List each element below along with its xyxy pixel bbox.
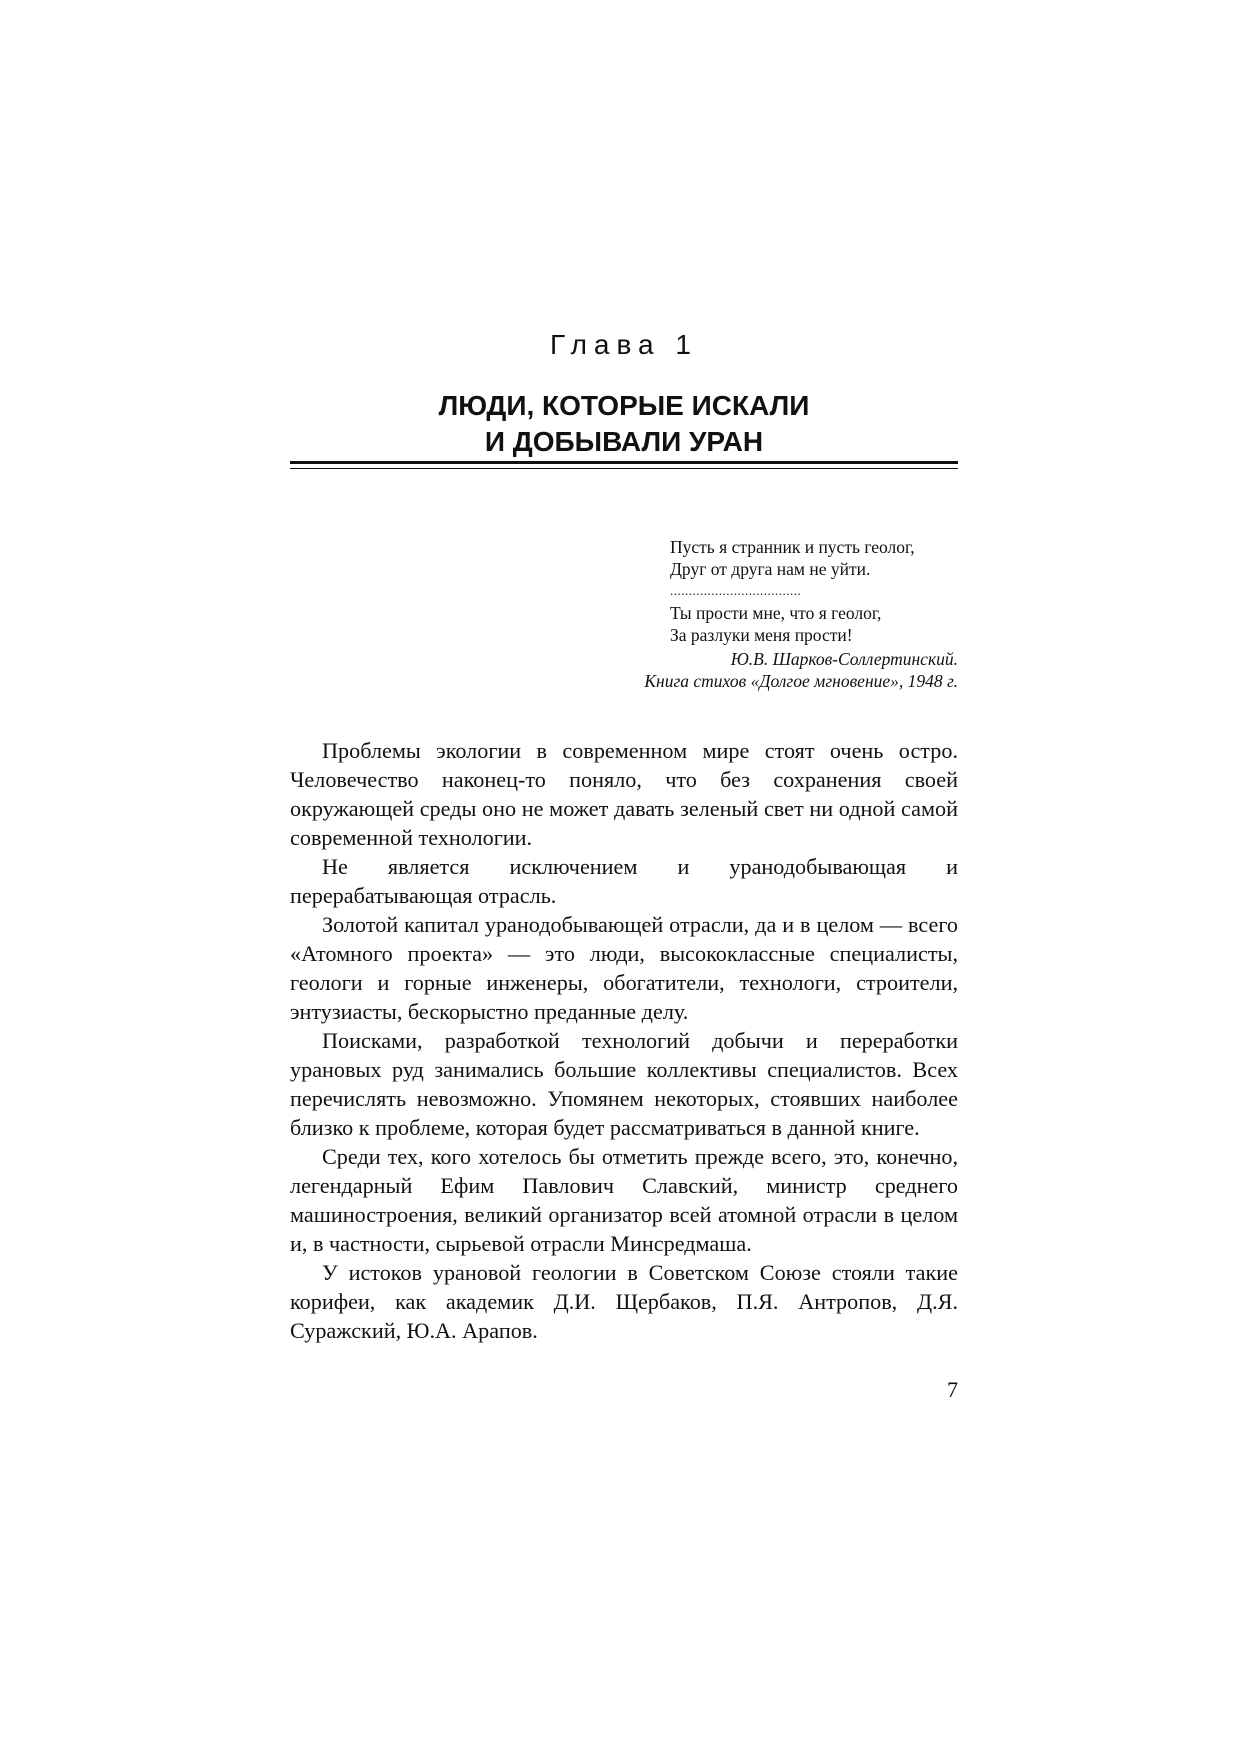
paragraph: Не является исключением и уранодобывающая и перерабатывающая отрасль. [290, 854, 958, 908]
title-divider-thin [290, 468, 958, 469]
paragraph: У истоков урановой геологии в Советском Союзе стояли такие корифеи, как академик Д.И. Щербаков, П.Я. Антропов, Д.Я. Суражский, Ю.А. Арапов. [290, 1260, 958, 1343]
page-number: 7 [947, 1377, 958, 1402]
title-divider-thick [290, 461, 958, 464]
paragraph: Золотой капитал уранодобывающей отрасли, да и в целом — всего «Атомного проекта» — это люди, высококлассные специалисты, геологи и горные инженеры, обогатители, технологи, строители, энтузиасты, бескорыстно преданные делу. [290, 912, 958, 1024]
body-text [290, 736, 958, 1345]
chapter-title [290, 388, 958, 460]
chapter-label: Глава 1 [550, 329, 698, 360]
epigraph-line: За разлуки меня прости! [670, 625, 853, 645]
chapter-title-line: ЛЮДИ, КОТОРЫЕ ИСКАЛИ [438, 390, 810, 421]
epigraph-ellipsis: ................................... [670, 583, 802, 598]
epigraph-source: Книга стихов «Долгое мгновение», 1948 г. [644, 671, 958, 691]
epigraph-author: Ю.В. Шарков-Соллертинский. [730, 649, 958, 669]
chapter-title-line: И ДОБЫВАЛИ УРАН [484, 426, 764, 457]
paragraph: Среди тех, кого хотелось бы отметить прежде всего, это, конечно, легендарный Ефим Павлович Славский, министр среднего машиностроения, великий организатор всей атомной отрасли в целом и, в частности, сырьевой отрасли Минсредмаша. [290, 1144, 958, 1256]
epigraph-line: Друг от друга нам не уйти. [670, 559, 871, 579]
epigraph-line: Ты прости мне, что я геолог, [670, 603, 882, 623]
paragraph: Поисками, разработкой технологий добычи и переработки урановых руд занимались большие коллективы специалистов. Всех перечислять невозможно. Упомянем некоторых, стоявших наиболее близко к проблеме, которая будет рассматриваться в данной книге. [290, 1028, 958, 1140]
paragraph: Проблемы экологии в современном мире стоят очень остро. Человечество наконец-то поняло, что без сохранения своей окружающей среды оно не может давать зеленый свет ни одной самой современной технологии. [290, 738, 958, 850]
epigraph [600, 536, 958, 692]
epigraph-line: Пусть я странник и пусть геолог, [670, 537, 915, 557]
